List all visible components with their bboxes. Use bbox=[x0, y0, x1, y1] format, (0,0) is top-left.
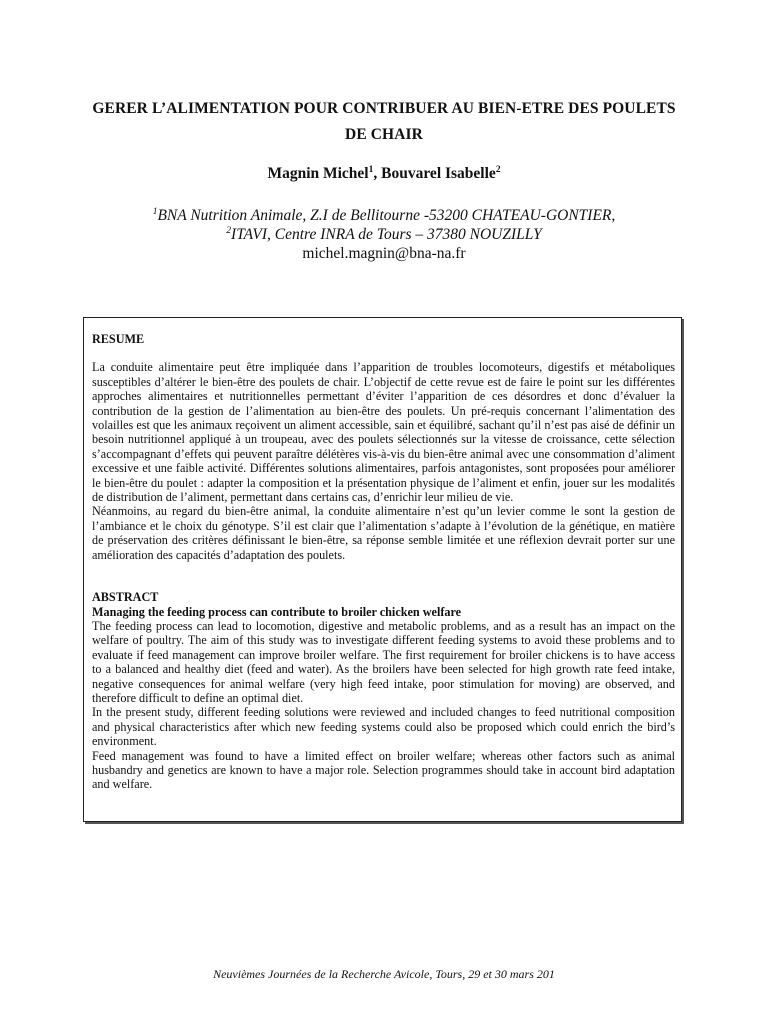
author-1-name: Magnin Michel bbox=[267, 165, 369, 182]
resume-heading: RESUME bbox=[92, 332, 145, 346]
author-list bbox=[60, 164, 708, 184]
affiliation-1-mark: 1 bbox=[152, 207, 158, 217]
affiliation-1 bbox=[60, 206, 708, 225]
abstract-paragraph-1: The feeding process can lead to locomotion, digestive and metabolic problems, and as a result has an impact on the welfare of poultry. The aim of this study was to investigate different feeding systems to avoid these problems and to evaluate if feed management can improve broiler welfare. The first requirement for broiler chickens is to have access to a balanced and healthy diet (feed and water). As the broilers have been selected for high growth rate feed intake, negative consequences for animal welfare (very high feed intake, poor stimulation for moving) are observed, and therefore difficult to define an optimal diet. bbox=[92, 618, 675, 705]
author-1-affiliation-mark: 1 bbox=[368, 165, 374, 175]
title-line-1: GERER L’ALIMENTATION POUR CONTRIBUER AU BIEN-ETRE DES POULETS bbox=[92, 100, 676, 117]
resume-section bbox=[92, 332, 675, 562]
abstract-subtitle: Managing the feeding process can contribute to broiler chicken welfare bbox=[92, 604, 462, 619]
resume-paragraph-1: La conduite alimentaire peut être impliquée dans l’apparition de troubles locomoteurs, digestifs et métaboliques susceptibles d’altérer le bien-être des poulets de chair. L’objectif de cette revue est de faire le point sur les différentes approches alimentaires et nutritionnelles permettant d’éviter l’apparition de ces désordres et donc d’évaluer la contribution de la gestion de l’alimentation au bien-être des poulets. Un pré-requis concernant l’alimentation des volailles est que les animaux reçoivent un aliment accessible, sain et équilibré, sachant qu’il n’est pas aisé de définir un besoin nutritionnel appliqué à un troupeau, avec des poulets sélectionnés sur la vitesse de croissance, cette sélection s’accompagnant d’effets qui peuvent paraître délétères vis-à-vis du bien-être animal avec une consommation d’aliment excessive et une faible activité. Différentes solutions alimentaires, parfois antagonistes, sont proposées pour améliorer le bien-être du poulet : adapter la composition et la présentation physique de l’aliment et enfin, jouer sur les modalités de distribution de l’aliment, permettant dans certains cas, d’enrichir leur milieu de vie. bbox=[92, 360, 675, 505]
resume-paragraph-2: Néanmoins, au regard du bien-être animal, la conduite alimentaire n’est qu’un levier comme le sont la gestion de l’ambiance et le choix du génotype. S’il est clair que l’alimentation s’adapte à l’évolution de la génétique, en matière de préservation des critères définissant le bien-être, sa réponse semble limitée et une réflexion devrait porter sur une amélioration des capacités d’adaptation des poulets. bbox=[92, 504, 675, 562]
affiliation-2 bbox=[60, 225, 708, 244]
abstract-paragraph-2: In the present study, different feeding solutions were reviewed and included changes to feed nutritional composition and physical characteristics after which new feeding systems could also be proposed which could enrich the bird’s environment. bbox=[92, 705, 675, 749]
title-line-2: DE CHAIR bbox=[345, 126, 423, 143]
abstract-heading: ABSTRACT bbox=[92, 590, 159, 605]
affiliation-1-text: BNA Nutrition Animale, Z.I de Bellitourne -53200 CHATEAU-GONTIER, bbox=[157, 207, 616, 224]
affiliation-2-text: ITAVI, Centre INRA de Tours – 37380 NOUZILLY bbox=[231, 226, 542, 243]
page-footer: Neuvièmes Journées de la Recherche Avicole, Tours, 29 et 30 mars 201 bbox=[213, 967, 555, 981]
contact-email: michel.magnin@bna-na.fr bbox=[302, 245, 466, 262]
author-2-name: Bouvarel Isabelle bbox=[381, 165, 496, 182]
abstract-box-content bbox=[92, 332, 675, 792]
paper-title bbox=[60, 96, 708, 148]
author-separator: , bbox=[373, 165, 382, 182]
abstract-section bbox=[92, 590, 675, 792]
author-2-affiliation-mark: 2 bbox=[495, 165, 501, 175]
affiliation-2-mark: 2 bbox=[226, 226, 232, 236]
affiliations bbox=[60, 206, 708, 263]
abstract-box bbox=[83, 317, 682, 822]
abstract-paragraph-3: Feed management was found to have a limited effect on broiler welfare; whereas other factors such as animal husbandry and genetics are known to have a major role. Selection programmes should take in account bird adaptation and welfare. bbox=[92, 748, 675, 792]
